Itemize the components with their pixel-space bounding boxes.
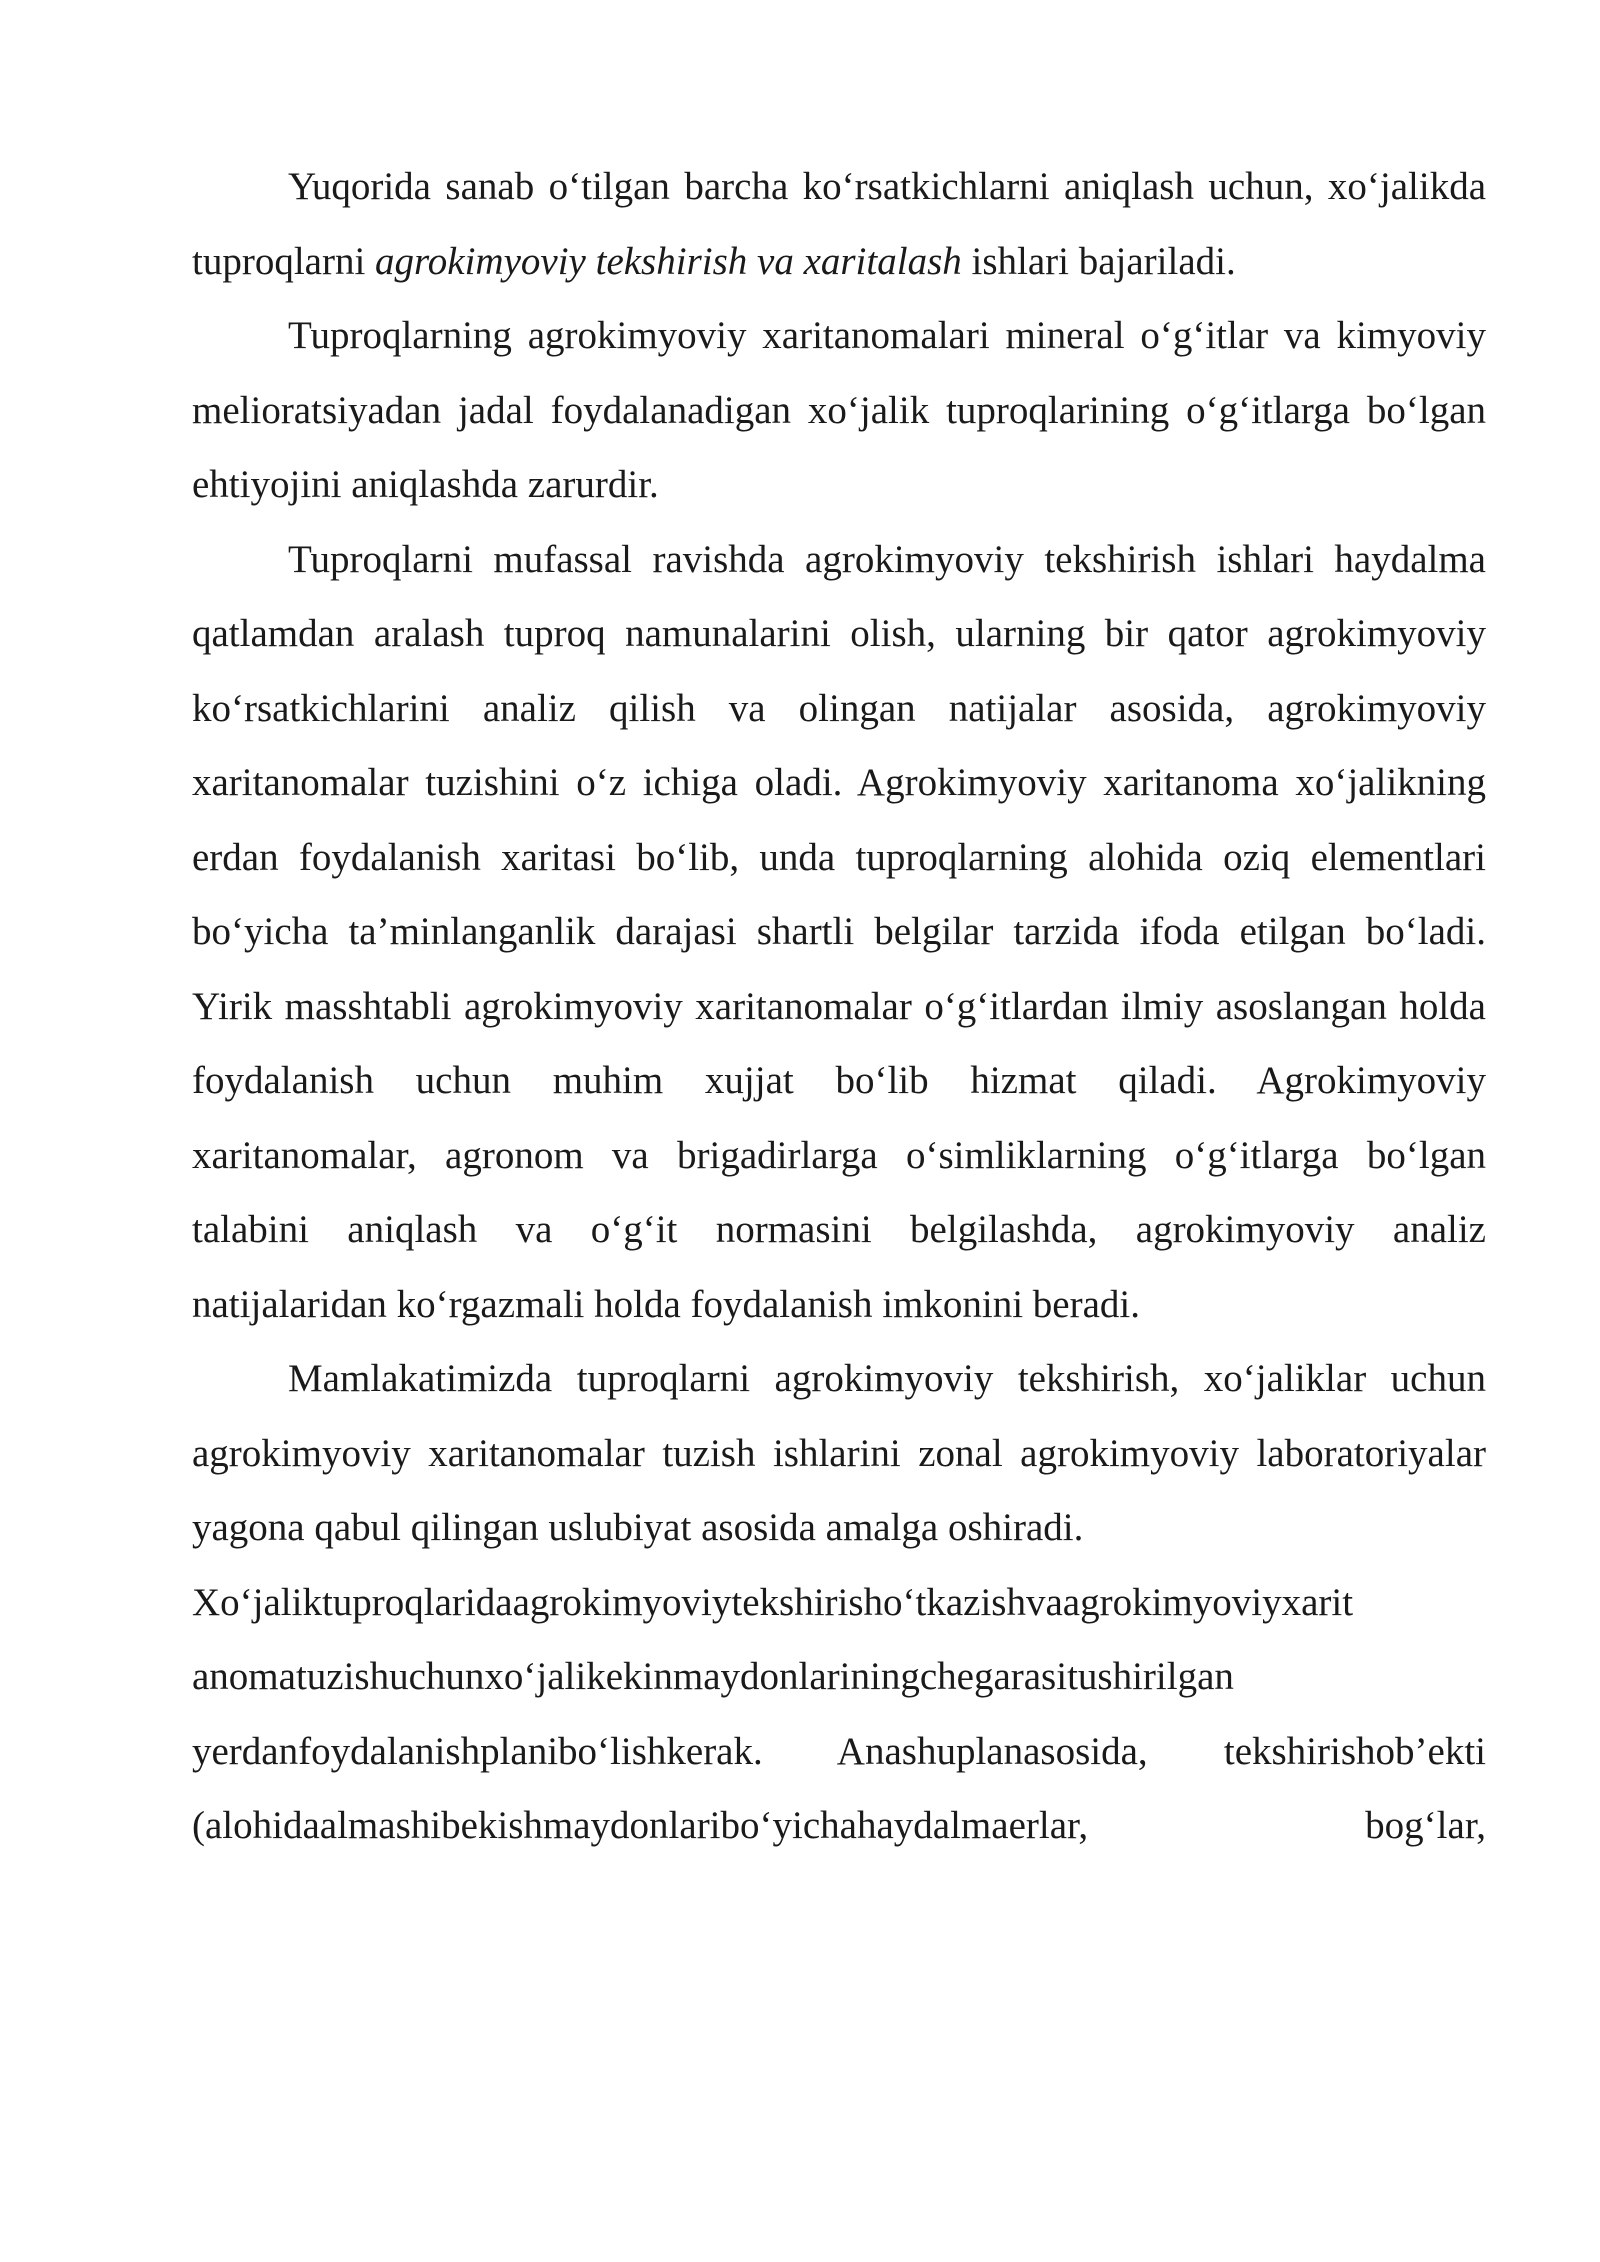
paragraph-2: Tuproqlarning agrokimyoviy xaritanomalari mineral o‘g‘itlar va kimyoviy melioratsiyadan jadal foydalanadigan xo‘jalik tuproqlarining o‘g‘itlarga bo‘lgan ehtiyojini aniqlashda zarurdir.: [192, 314, 1486, 506]
paragraph-1-italic: agrokimyoviy tekshirish va xaritalash: [375, 239, 962, 283]
paragraph-1-text: Yuqorida sanab o‘tilgan barcha ko‘rsatkichlarni aniqlash uchun, xo‘jalikda tuproqlarni: [192, 165, 1486, 283]
document-body: [192, 150, 1486, 1864]
paragraph-1: [192, 150, 1486, 299]
paragraph-5: [192, 1566, 1486, 1864]
paragraph-3: Tuproqlarni mufassal ravishda agrokimyoviy tekshirish ishlari haydalma qatlamdan aralash tuproq namunalarini olish, ularning bir qator agrokimyoviy ko‘rsatkichlarini analiz qilish va olingan natijalar asosida, agrokimyoviy xaritanomalar tuzishini o‘z ichiga oladi. Agrokimyoviy xaritanoma xo‘jalikning erdan foydalanish xaritasi bo‘lib, unda tuproqlarning alohida oziq elementlari bo‘yicha ta’minlanganlik darajasi shartli belgilar tarzida ifoda etilgan bo‘ladi. Yirik masshtabli agrokimyoviy xaritanomalar o‘g‘itlardan ilmiy asoslangan holda foydalanish uchun muhim xujjat bo‘lib hizmat qiladi. Agrokimyoviy xaritanomalar, agronom va brigadirlarga o‘simliklarning o‘g‘itlarga bo‘lgan talabini aniqlash va o‘g‘it normasini belgilashda, agrokimyoviy analiz natijalaridan ko‘rgazmali holda foydalanish imkonini beradi.: [192, 537, 1486, 1326]
paragraph-5-line-2: anomatuzishuchunxo‘jalikekinmaydonlariningchegarasitushirilgan: [192, 1655, 1234, 1698]
paragraph-4: Mamlakatimizda tuproqlarni agrokimyoviy tekshirish, xo‘jaliklar uchun agrokimyoviy xaritanomalar tuzish ishlarini zonal agrokimyoviy laboratoriyalar yagona qabul qilingan uslubiyat asosida amalga oshiradi.: [192, 1357, 1486, 1549]
paragraph-5-line-3: yerdanfoydalanishplanibo‘lishkerak. Anashuplanasosida, tekshirishob’ekti: [192, 1729, 1486, 1773]
paragraph-5-line-1: Xo‘jaliktuproqlaridaagrokimyoviytekshirisho‘tkazishvaagrokimyoviyxarit: [192, 1580, 1354, 1624]
paragraph-5-line-4: (alohidaalmashibekishmaydonlaribo‘yichahaydalmaerlar, bog‘lar,: [192, 1804, 1486, 1847]
paragraph-1-text-end: ishlari bajariladi.: [961, 239, 1236, 283]
